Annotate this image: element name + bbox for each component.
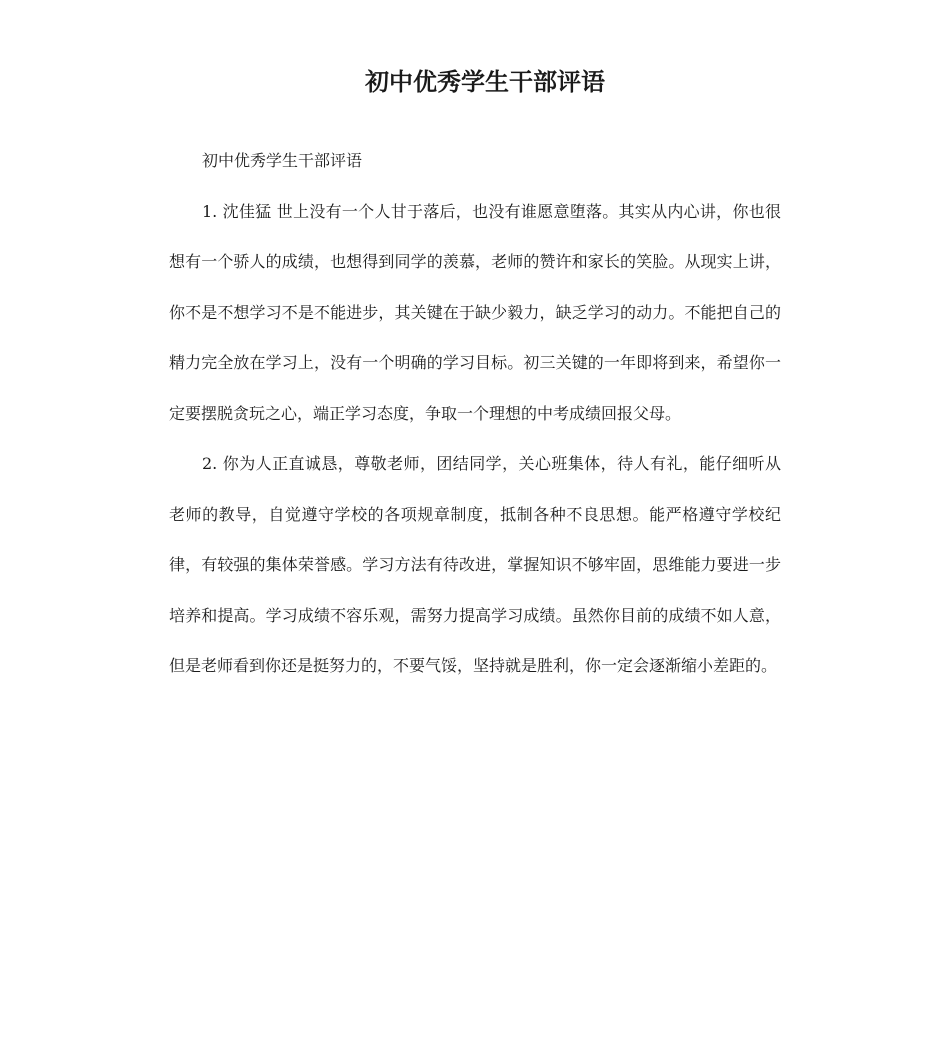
document-subtitle: 初中优秀学生干部评语 — [202, 151, 363, 170]
document-body — [169, 136, 781, 692]
paragraph-1: 1. 沈佳猛 世上没有一个人甘于落后，也没有谁愿意堕落。其实从内心讲，你也很想有一个骄人的成绩，也想得到同学的羡慕，老师的赞许和家长的笑脸。从现实上讲，你不是不想学习不是不能进步，其关键在于缺少毅力，缺乏学习的动力。不能把自己的精力完全放在学习上，没有一个明确的学习目标。初三关键的一年即将到来，希望你一定要摆脱贪玩之心，端正学习态度，争取一个理想的中考成绩回报父母。 — [169, 201, 781, 423]
paragraph-2: 2. 你为人正直诚恳，尊敬老师，团结同学，关心班集体，待人有礼，能仔细听从老师的教导，自觉遵守学校的各项规章制度，抵制各种不良思想。能严格遵守学校纪律，有较强的集体荣誉感。学习方法有待改进，掌握知识不够牢固，思维能力要进一步培养和提高。学习成绩不容乐观，需努力提高学习成绩。虽然你目前的成绩不如人意，但是老师看到你还是挺努力的，不要气馁，坚持就是胜利，你一定会逐渐缩小差距的。 — [169, 454, 781, 675]
document-title: 初中优秀学生干部评语 — [365, 68, 605, 96]
